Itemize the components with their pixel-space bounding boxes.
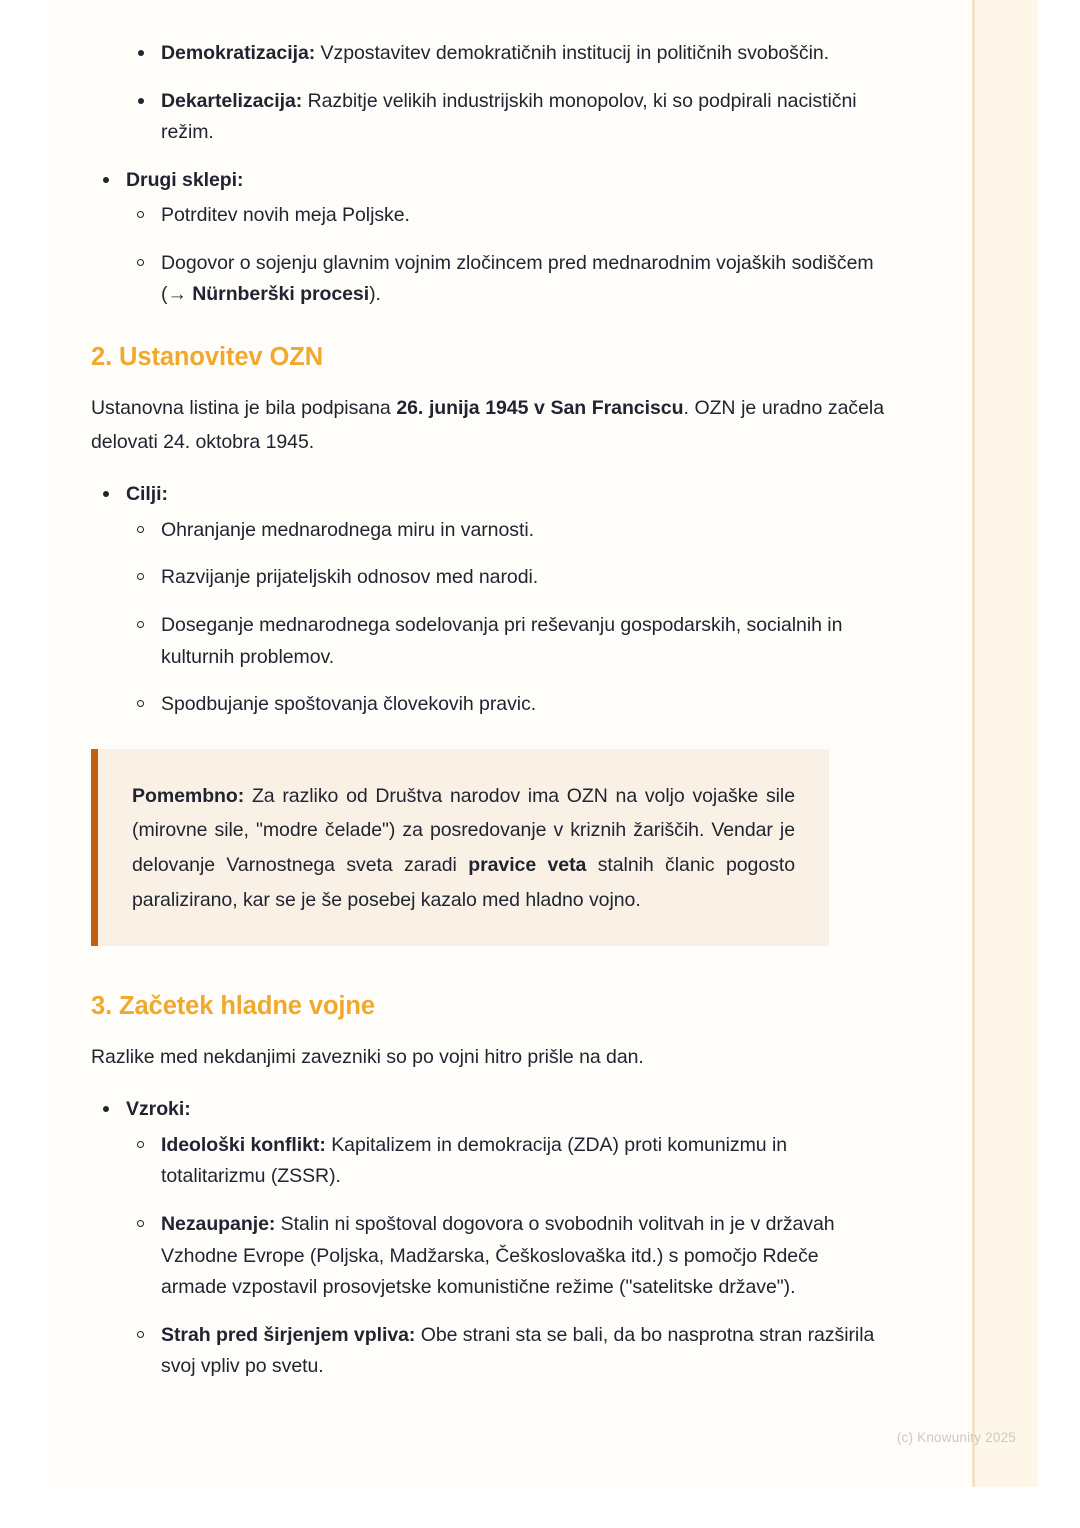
cilji-sublist <box>126 515 884 721</box>
callout-label: Pomembno: <box>132 784 245 807</box>
list-item <box>126 200 884 232</box>
list-item-body: Obe strani sta se bali, da bo nasprotna stran razširila svoj vpliv po svetu. <box>161 1323 875 1378</box>
document-content <box>91 0 884 1399</box>
bullet-circle-icon <box>137 259 144 266</box>
callout-text <box>132 779 795 918</box>
bullet-circle-icon <box>137 1141 144 1148</box>
list-item-body: Stalin ni spoštoval dogovora o svobodnih volitvah in je v državah Vzhodne Evrope (Poljska, Madžarska, Češkoslovaška itd.) s pomočjo Rdeče armade vzpostavil prosovjetske komunistične režime ("satelitske države"). <box>161 1212 835 1299</box>
list-item <box>91 1094 884 1383</box>
list-item-body: Kapitalizem in demokracija (ZDA) proti komunizmu in totalitarizmu (ZSSR). <box>161 1133 788 1188</box>
bullet-circle-icon <box>137 1331 144 1338</box>
section-3-heading: 3. Začetek hladne vojne <box>91 991 375 1020</box>
bullet-circle-icon <box>137 526 144 533</box>
list-item <box>126 248 884 311</box>
vzroki-heading: Vzroki: <box>126 1098 191 1121</box>
continuation-sublist <box>91 38 884 149</box>
drugi-sklepi-sublist <box>126 200 884 311</box>
list-item <box>126 1209 884 1304</box>
list-item-text: Doseganje mednarodnega sodelovanja pri reševanju gospodarskih, socialnih in kulturnih problemov. <box>161 613 843 668</box>
bullet-disc-icon <box>138 98 144 104</box>
bullet-circle-icon <box>137 621 144 628</box>
list-item-text: Ohranjanje mednarodnega miru in varnosti. <box>161 518 534 541</box>
list-item-text <box>161 252 874 306</box>
list-item-body: Vzpostavitev demokratičnih institucij in političnih svoboščin. <box>315 42 830 64</box>
right-margin-strip <box>974 0 1038 1487</box>
list-item-term: Strah pred širjenjem vpliva: <box>161 1323 416 1346</box>
bullet-circle-icon <box>137 211 144 218</box>
list-item-term: Demokratizacija: <box>161 42 316 64</box>
list-item-body: Potrditev novih meja Poljske. <box>161 204 410 227</box>
list-item-text: Razvijanje prijateljskih odnosov med narodi. <box>161 566 539 589</box>
cilji-list <box>91 479 884 720</box>
bullet-disc-icon <box>103 491 109 497</box>
list-item <box>126 610 884 673</box>
vzroki-sublist <box>126 1130 884 1383</box>
bullet-circle-icon <box>137 1220 144 1227</box>
section-3-intro: Razlike med nekdanjimi zavezniki so po vojni hitro prišle na dan. <box>91 1045 644 1068</box>
cilji-heading: Cilji: <box>126 483 168 506</box>
list-item <box>126 515 884 547</box>
right-margin-rule <box>972 0 975 1487</box>
list-item <box>126 38 884 70</box>
list-item-term: Nezaupanje: <box>161 1212 276 1235</box>
section-2-intro <box>91 392 884 459</box>
callout-emphasis: pravice veta <box>468 854 587 877</box>
section-2-intro-pre: Ustanovna listina je bila podpisana <box>91 397 397 420</box>
section-2-intro-post: . OZN je uradno začela delovati 24. oktobra 1945. <box>91 397 884 453</box>
list-item <box>126 689 884 721</box>
list-item <box>126 1320 884 1383</box>
bullet-disc-icon <box>103 1106 109 1112</box>
document-sheet <box>48 0 1038 1487</box>
bullet-disc-icon <box>138 50 144 56</box>
list-item <box>91 165 884 311</box>
list-item <box>126 86 884 149</box>
bullet-circle-icon <box>137 700 144 707</box>
list-item-text <box>161 1324 874 1378</box>
list-item-text <box>161 42 829 64</box>
section-2-intro-emphasis: 26. junija 1945 v San Franciscu <box>396 397 684 420</box>
list-item <box>91 479 884 720</box>
list-item-term: Dekartelizacija: <box>161 89 303 112</box>
list-item-text <box>161 1213 835 1298</box>
list-item-term: Ideološki konflikt: <box>161 1133 326 1156</box>
callout-part-2: stalnih članic pogosto paralizirano, kar se je še posebej kazalo med hladno vojno. <box>132 854 796 911</box>
list-item-text <box>161 204 410 226</box>
list-item-text <box>161 1134 787 1188</box>
bullet-disc-icon <box>103 177 109 183</box>
vzroki-list <box>91 1094 884 1383</box>
section-2-heading: 2. Ustanovitev OZN <box>91 343 324 372</box>
list-item-text: Spodbujanje spoštovanja človekovih pravic. <box>161 693 537 716</box>
list-item-emphasis: Nürnberški procesi <box>192 283 370 306</box>
list-item-text <box>161 90 857 144</box>
drugi-sklepi-list <box>91 165 884 311</box>
bullet-circle-icon <box>137 573 144 580</box>
list-item-body-tail: ). <box>369 283 381 306</box>
list-item <box>126 1130 884 1193</box>
list-item-body: Dogovor o sojenju glavnim vojnim zločincem pred mednarodnim vojaških sodiščem (→ <box>161 251 874 306</box>
drugi-sklepi-heading: Drugi sklepi: <box>126 168 244 191</box>
callout-part-1: Za razliko od Društva narodov ima OZN na voljo vojaške sile (mirovne sile, "modre čelade") za posredovanje v kriznih žariščih. Vendar je delovanje Varnostnega sveta zaradi <box>132 784 795 877</box>
list-item <box>126 562 884 594</box>
watermark: (c) Knowunity 2025 <box>896 1430 1016 1445</box>
important-callout <box>91 749 829 946</box>
list-item-body: Razbitje velikih industrijskih monopolov, ki so podpirali nacistični režim. <box>161 89 857 144</box>
